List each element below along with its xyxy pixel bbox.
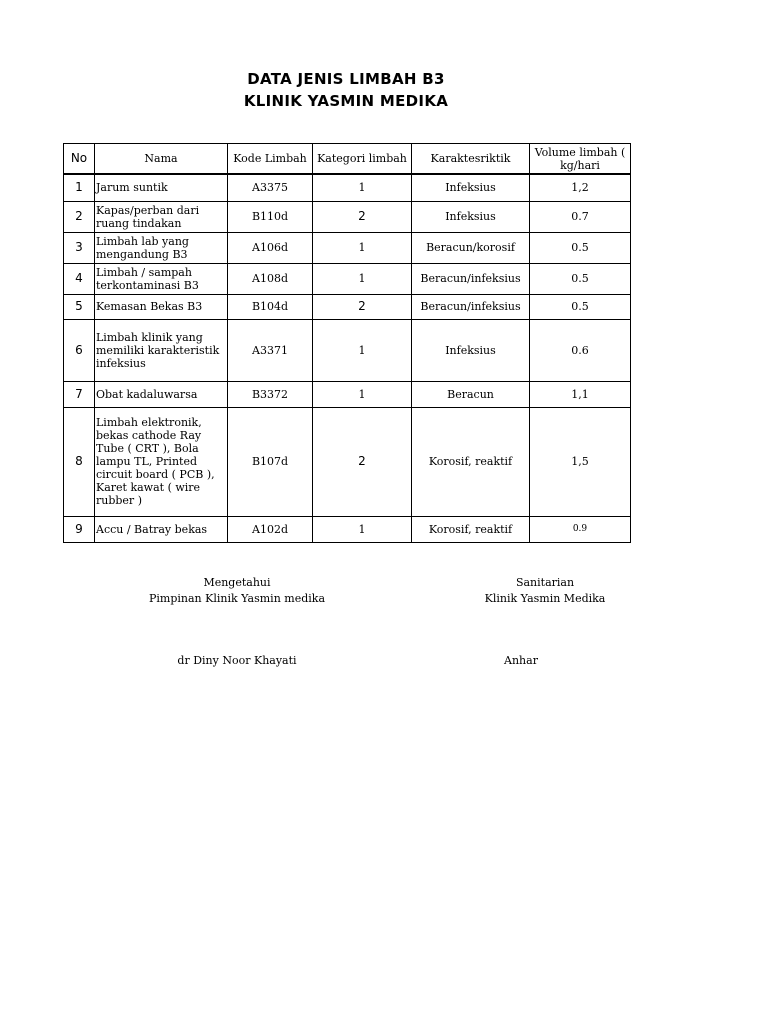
table-header-row: [64, 144, 631, 175]
document-subtitle: KLINIK YASMIN MEDIKA: [243, 92, 449, 110]
cell-karakteristik: Infeksius: [412, 319, 530, 381]
cell-kategori: 2: [313, 201, 412, 232]
header-karakteristik: Karaktesriktik: [412, 144, 530, 175]
cell-kode: A3375: [228, 174, 313, 201]
cell-no: 1: [64, 174, 95, 201]
cell-volume: 1,1: [530, 381, 631, 407]
cell-kategori: 1: [313, 381, 412, 407]
cell-kode: B107d: [228, 407, 313, 516]
table-row: [64, 294, 631, 319]
table-row: [64, 516, 631, 542]
cell-kategori: 1: [313, 232, 412, 263]
cell-volume: 0.7: [530, 201, 631, 232]
cell-volume: 1,2: [530, 174, 631, 201]
cell-kode: A102d: [228, 516, 313, 542]
cell-no: 5: [64, 294, 95, 319]
cell-volume: 0.5: [530, 232, 631, 263]
cell-nama: Kapas/perban dari ruang tindakan: [95, 201, 228, 232]
header-kategori-limbah: Kategori limbah: [313, 144, 412, 175]
table-row: [64, 407, 631, 516]
cell-volume: 0.5: [530, 294, 631, 319]
cell-nama: Obat kadaluwarsa: [95, 381, 228, 407]
waste-table: [63, 143, 631, 543]
cell-kode: A106d: [228, 232, 313, 263]
cell-kategori: 1: [313, 516, 412, 542]
cell-karakteristik: Infeksius: [412, 201, 530, 232]
table-row: [64, 232, 631, 263]
signature-left-line1: Mengetahui: [203, 576, 271, 589]
table-row: [64, 263, 631, 294]
cell-volume: 0.6: [530, 319, 631, 381]
cell-nama: Jarum suntik: [95, 174, 228, 201]
cell-kode: B3372: [228, 381, 313, 407]
table-row: [64, 201, 631, 232]
cell-no: 2: [64, 201, 95, 232]
header-no: No: [64, 144, 95, 175]
cell-nama: Accu / Batray bekas: [95, 516, 228, 542]
cell-kategori: 1: [313, 174, 412, 201]
signature-right-name: Anhar: [504, 654, 538, 667]
cell-kode: B110d: [228, 201, 313, 232]
cell-no: 3: [64, 232, 95, 263]
table-row: [64, 174, 631, 201]
cell-karakteristik: Korosif, reaktif: [412, 407, 530, 516]
cell-no: 7: [64, 381, 95, 407]
cell-volume: 0.5: [530, 263, 631, 294]
cell-no: 6: [64, 319, 95, 381]
cell-karakteristik: Beracun/korosif: [412, 232, 530, 263]
cell-nama: Limbah klinik yang memiliki karakteristik infeksius: [95, 319, 228, 381]
cell-nama: Limbah elektronik, bekas cathode Ray Tube ( CRT ), Bola lampu TL, Printed circuit board ( PCB ), Karet kawat ( wire rubber ): [95, 407, 228, 516]
cell-kode: B104d: [228, 294, 313, 319]
document-title: DATA JENIS LIMBAH B3: [247, 70, 445, 88]
table-row: [64, 319, 631, 381]
cell-no: 9: [64, 516, 95, 542]
cell-karakteristik: Beracun: [412, 381, 530, 407]
cell-kategori: 1: [313, 263, 412, 294]
header-volume-limbah: Volume limbah ( kg/hari: [530, 144, 631, 175]
cell-nama: Kemasan Bekas B3: [95, 294, 228, 319]
header-nama: Nama: [95, 144, 228, 175]
cell-volume: 1,5: [530, 407, 631, 516]
cell-nama: Limbah lab yang mengandung B3: [95, 232, 228, 263]
cell-karakteristik: Infeksius: [412, 174, 530, 201]
cell-karakteristik: Beracun/infeksius: [412, 294, 530, 319]
cell-no: 4: [64, 263, 95, 294]
cell-nama: Limbah / sampah terkontaminasi B3: [95, 263, 228, 294]
cell-karakteristik: Korosif, reaktif: [412, 516, 530, 542]
table-row: [64, 381, 631, 407]
cell-volume: 0.9: [530, 516, 631, 542]
signature-right-line2: Klinik Yasmin Medika: [484, 592, 606, 605]
cell-kategori: 2: [313, 407, 412, 516]
cell-karakteristik: Beracun/infeksius: [412, 263, 530, 294]
cell-kode: A108d: [228, 263, 313, 294]
cell-no: 8: [64, 407, 95, 516]
cell-kategori: 1: [313, 319, 412, 381]
cell-kategori: 2: [313, 294, 412, 319]
signature-left-name: dr Diny Noor Khayati: [177, 654, 297, 667]
header-kode-limbah: Kode Limbah: [228, 144, 313, 175]
signature-left-line2: Pimpinan Klinik Yasmin medika: [148, 592, 326, 605]
cell-kode: A3371: [228, 319, 313, 381]
signature-right-line1: Sanitarian: [515, 576, 575, 589]
